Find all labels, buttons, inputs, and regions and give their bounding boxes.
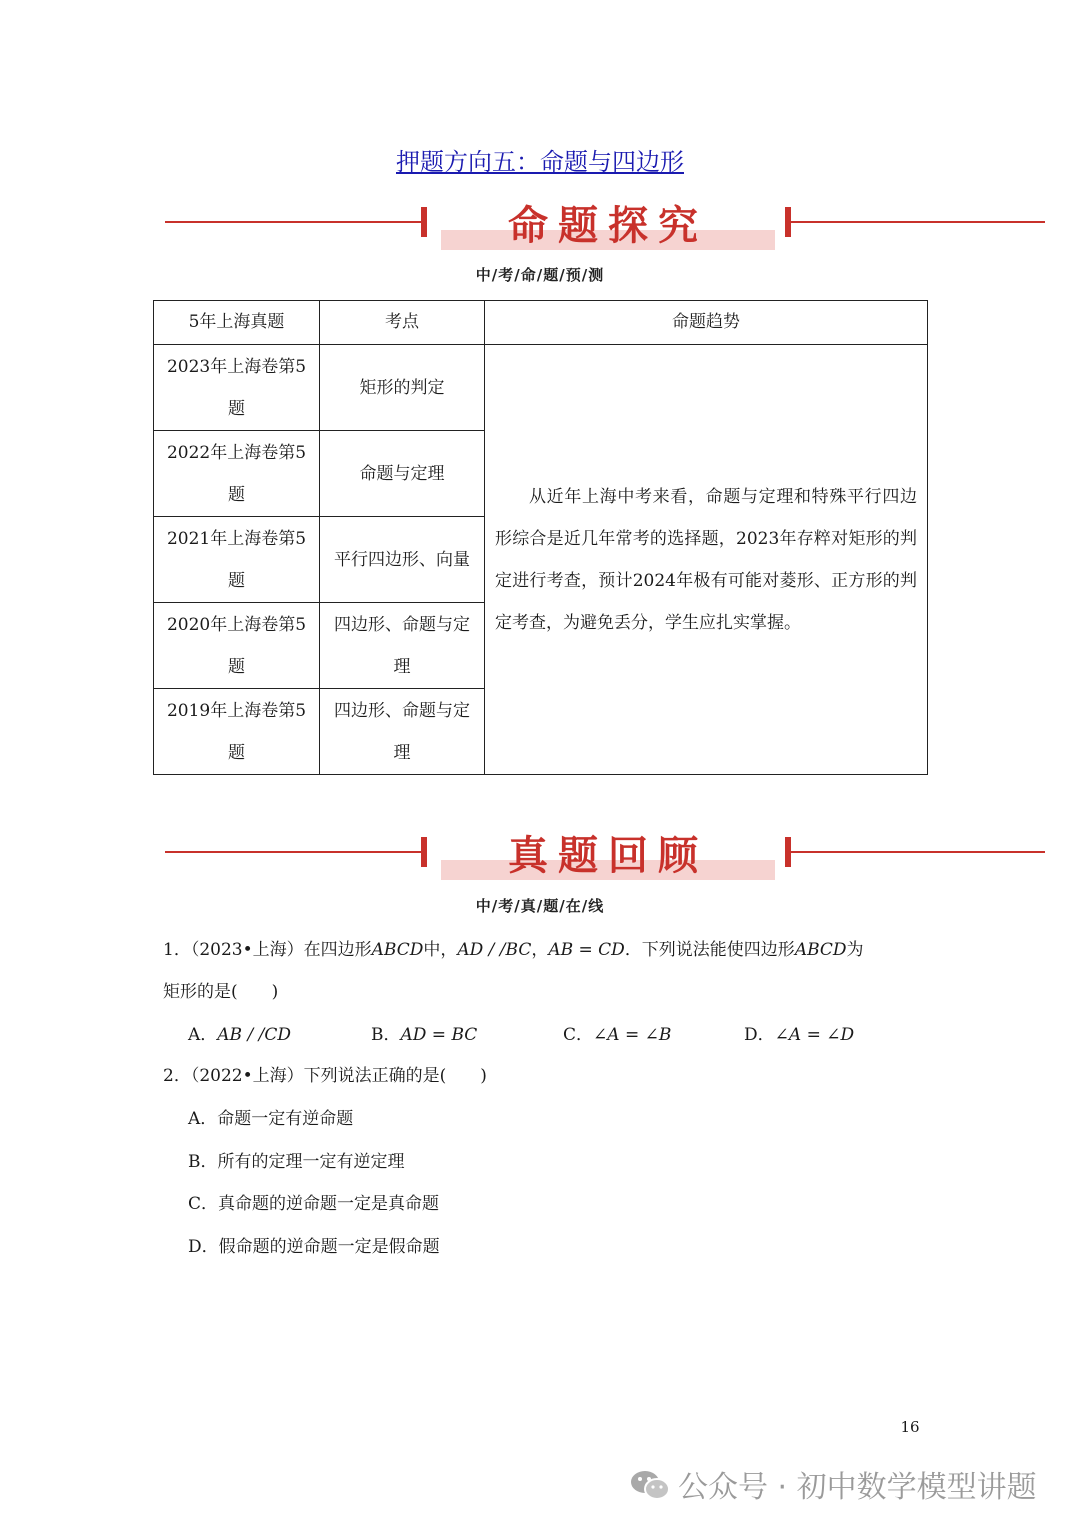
banner-line-left [165, 221, 421, 223]
banner-bar-left [421, 837, 427, 867]
table-row [154, 345, 928, 431]
banner-line-right [791, 851, 1045, 853]
watermark [630, 1462, 1037, 1510]
table-cell-year: 2023年上海卷第5题 [154, 345, 320, 431]
banner-title: 命题探究 [508, 203, 708, 249]
q2-option-a[interactable]: A．命题一定有逆命题 [188, 1109, 354, 1129]
table-cell-year: 2020年上海卷第5题 [154, 603, 320, 689]
q1-text: 为 [846, 940, 864, 960]
q1-quad: ABCD [794, 940, 847, 960]
option-expr: AB / /CD [217, 1025, 291, 1045]
table-cell-year: 2019年上海卷第5题 [154, 689, 320, 775]
q1-text: 中， [423, 940, 458, 960]
q1-condition: AB = CD [548, 940, 625, 960]
table-cell-point: 命题与定理 [320, 431, 485, 517]
q1-option-d[interactable] [744, 1014, 854, 1056]
table-header-cell: 5年上海真题 [154, 301, 320, 345]
q1-option-b[interactable] [371, 1014, 477, 1056]
exam-trend-table [153, 300, 928, 775]
q1-text: ， [531, 940, 549, 960]
q1-condition: AD / /BC [457, 940, 532, 960]
page-number: 16 [900, 1418, 920, 1436]
section-subtitle: 中/考/真/题/在/线 [475, 897, 605, 915]
question-1-stem [163, 929, 923, 971]
q1-option-c[interactable] [563, 1014, 671, 1056]
table-header-cell: 考点 [320, 301, 485, 345]
q2-option-b[interactable]: B．所有的定理一定有逆定理 [188, 1152, 405, 1172]
table-cell-point: 矩形的判定 [320, 345, 485, 431]
table-cell-point: 四边形、命题与定理 [320, 603, 485, 689]
option-label: B． [371, 1025, 401, 1045]
table-cell-trend: 从近年上海中考来看，命题与定理和特殊平行四边形综合是近几年常考的选择题，2023年存粹对矩形的判定进行考查，预计2024年极有可能对菱形、正方形的判定考查，为避免丢分，学生应扎实掌握。 [485, 345, 928, 775]
page-title[interactable]: 押题方向五：命题与四边形 [396, 148, 684, 176]
q2-option-c[interactable]: C．真命题的逆命题一定是真命题 [188, 1194, 440, 1214]
option-label: D． [744, 1025, 775, 1045]
question-2-stem: 2．（2022•上海）下列说法正确的是( ) [163, 1066, 487, 1086]
banner-bar-left [421, 207, 427, 237]
q1-quad: ABCD [371, 940, 424, 960]
q2-option-d[interactable]: D．假命题的逆命题一定是假命题 [188, 1237, 440, 1257]
question-1-stem-line2: 矩形的是( ) [163, 982, 279, 1002]
table-cell-point: 四边形、命题与定理 [320, 689, 485, 775]
table-cell-year: 2022年上海卷第5题 [154, 431, 320, 517]
banner-title: 真题回顾 [508, 833, 708, 879]
table-header-row [154, 301, 928, 345]
option-expr: AD = BC [400, 1025, 478, 1045]
q1-prefix: 1．（2023•上海）在四边形 [163, 940, 372, 960]
watermark-text: 公众号 · 初中数学模型讲题 [678, 1470, 1037, 1505]
table-header-cell: 命题趋势 [485, 301, 928, 345]
option-expr: ∠A = ∠B [593, 1025, 672, 1045]
question-1 [163, 929, 923, 1013]
section-subtitle: 中/考/命/题/预/测 [475, 266, 605, 284]
table-cell-point: 平行四边形、向量 [320, 517, 485, 603]
banner-line-left [165, 851, 421, 853]
option-label: C． [563, 1025, 594, 1045]
option-label: A． [188, 1025, 218, 1045]
table-cell-year: 2021年上海卷第5题 [154, 517, 320, 603]
q1-text: ．下列说法能使四边形 [624, 940, 795, 960]
wechat-icon [630, 1468, 670, 1510]
q1-option-a[interactable] [188, 1014, 291, 1056]
banner-line-right [791, 221, 1045, 223]
option-expr: ∠A = ∠D [774, 1025, 855, 1045]
